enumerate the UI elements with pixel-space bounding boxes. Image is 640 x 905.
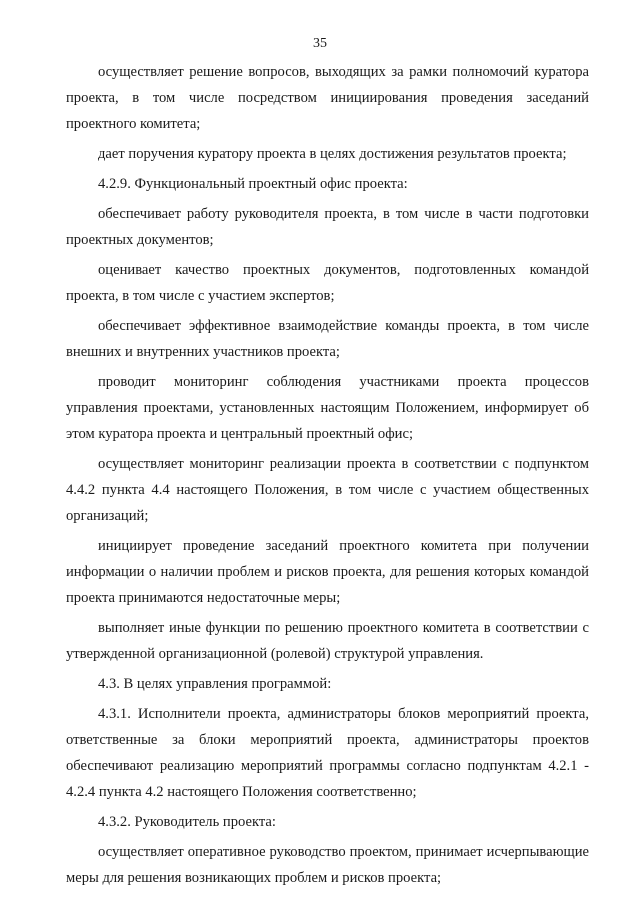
section-heading: 4.3.2. Руководитель проекта:: [98, 814, 276, 830]
section-heading: 4.2.9. Функциональный проектный офис проекта:: [98, 176, 408, 192]
paragraph: 4.3.1. Исполнители проекта, администраторы блоков мероприятий проекта, ответственные за блоки мероприятий проекта, администраторы проектов обеспечивают реализацию мероприятий программы согласно подпунктам 4.2.1 - 4.2.4 пункта 4.2 настоящего Положения соответственно;: [66, 706, 589, 800]
paragraph: обеспечивает работу руководителя проекта, в том числе в части подготовки проектных документов;: [66, 206, 589, 248]
page-number: 35: [313, 36, 327, 51]
paragraph: обеспечивает эффективное взаимодействие команды проекта, в том числе внешних и внутренних участников проекта;: [66, 318, 589, 360]
paragraph: осуществляет мониторинг реализации проекта в соответствии с подпунктом 4.4.2 пункта 4.4 настоящего Положения, в том числе с участием общественных организаций;: [66, 456, 589, 524]
paragraph: осуществляет оперативное руководство проектом, принимает исчерпывающие меры для решения возникающих проблем и рисков проекта;: [66, 844, 589, 886]
paragraph: инициирует проведение заседаний проектного комитета при получении информации о наличии проблем и рисков проекта, для решения которых командой проекта принимаются недостаточные меры;: [66, 538, 589, 606]
paragraph: дает поручения куратору проекта в целях достижения результатов проекта;: [98, 146, 567, 162]
section-heading: 4.3. В целях управления программой:: [98, 676, 332, 692]
document-body: [66, 59, 589, 895]
paragraph: выполняет иные функции по решению проектного комитета в соответствии с утвержденной организационной (ролевой) структурой управления.: [66, 620, 589, 662]
paragraph: осуществляет решение вопросов, выходящих за рамки полномочий куратора проекта, в том числе посредством инициирования проведения заседаний проектного комитета;: [66, 64, 589, 132]
paragraph: оценивает качество проектных документов, подготовленных командой проекта, в том числе с участием экспертов;: [66, 262, 589, 304]
paragraph: проводит мониторинг соблюдения участниками проекта процессов управления проектами, установленных настоящим Положением, информирует об этом куратора проекта и центральный проектный офис;: [66, 374, 589, 442]
